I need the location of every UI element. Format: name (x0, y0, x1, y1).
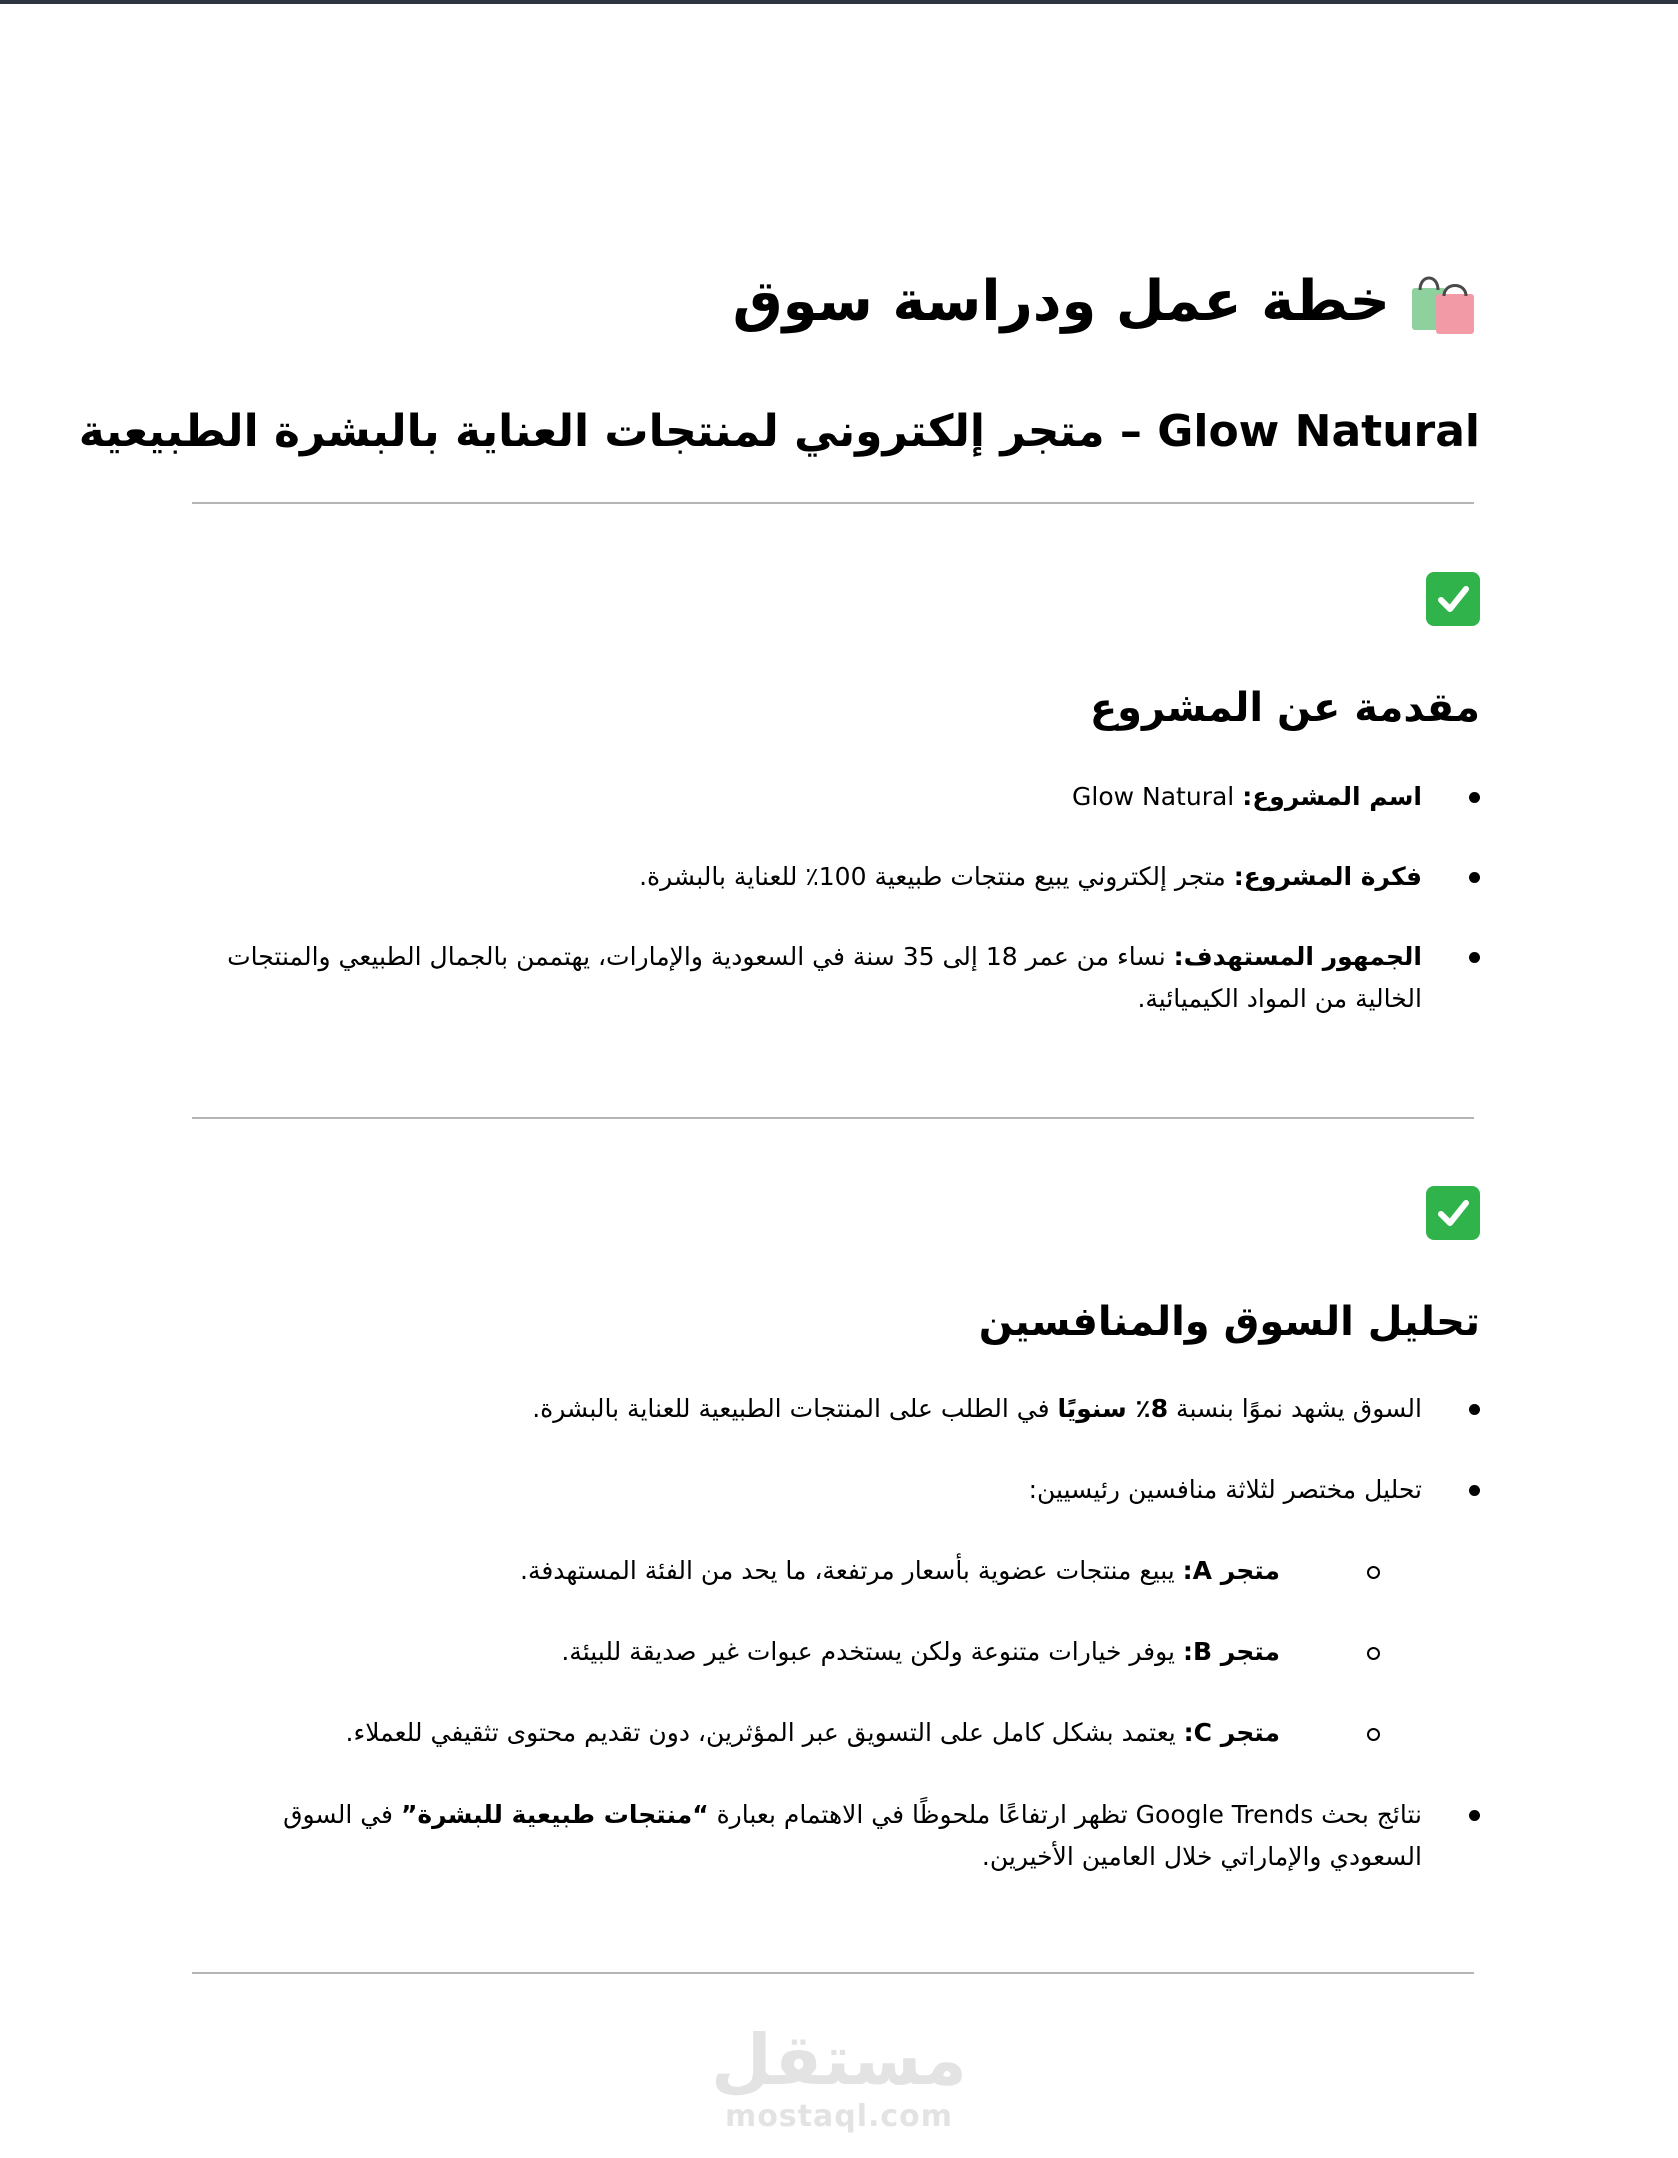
list-item (192, 1794, 1480, 1878)
bullet (1469, 1485, 1480, 1496)
item-text: في الطلب على المنتجات الطبيعية للعناية بالبشرة. (532, 1394, 1058, 1423)
list-item (192, 1388, 1480, 1430)
item-text: يوفر خيارات متنوعة ولكن يستخدم عبوات غير صديقة للبيئة. (561, 1637, 1183, 1666)
item-label: فكرة المشروع: (1233, 862, 1422, 891)
bullet (1469, 792, 1480, 803)
list-item (192, 936, 1480, 1020)
bullet (1469, 1810, 1480, 1821)
item-text: يعتمد بشكل كامل على التسويق عبر المؤثرين، دون تقديم محتوى تثقيفي للعملاء. (345, 1718, 1184, 1747)
page-title-text: خطة عمل ودراسة سوق (732, 269, 1390, 334)
check-mark-icon (1426, 1186, 1480, 1240)
bullet (1469, 872, 1480, 883)
item-text: متجر إلكتروني يبيع منتجات طبيعية 100٪ للعناية بالبشرة. (639, 862, 1234, 891)
item-text: السوق يشهد نموًا بنسبة (1168, 1394, 1422, 1423)
divider (192, 1972, 1474, 1974)
item-emphasis: “منتجات طبيعية للبشرة” (400, 1800, 709, 1829)
item-label: متجر A: (1182, 1556, 1280, 1585)
page-title (733, 262, 1480, 342)
item-text: في السوق السعودي والإماراتي خلال العامين الأخيرين. (283, 1800, 1422, 1871)
list-item (192, 856, 1480, 898)
section-heading-market: تحليل السوق والمنافسين (978, 1299, 1480, 1345)
sub-list-item (192, 1550, 1480, 1592)
hollow-bullet (1367, 1566, 1380, 1579)
sub-list-item (192, 1712, 1480, 1754)
divider (192, 502, 1474, 504)
item-text: Glow Natural (1072, 782, 1243, 811)
item-text: يبيع منتجات عضوية بأسعار مرتفعة، ما يحد من الفئة المستهدفة. (520, 1556, 1183, 1585)
sub-list-item (192, 1631, 1480, 1673)
list-item (192, 1469, 1480, 1511)
watermark-logo: مستقل (710, 2019, 967, 2101)
bullet (1469, 1404, 1480, 1415)
item-label: متجر C: (1183, 1718, 1280, 1747)
hollow-bullet (1367, 1728, 1380, 1741)
page-subtitle: Glow Natural – متجر إلكتروني لمنتجات العناية بالبشرة الطبيعية (78, 406, 1480, 457)
item-label: اسم المشروع: (1242, 782, 1422, 811)
bullet (1469, 952, 1480, 963)
item-emphasis: 8٪ سنويًا (1057, 1394, 1169, 1423)
item-text: نساء من عمر 18 إلى 35 سنة في السعودية والإمارات، يهتممن بالجمال الطبيعي والمنتجات الخالية من المواد الكيميائية. (227, 942, 1422, 1013)
shopping-bags-icon (1408, 266, 1480, 338)
item-text: نتائج بحث Google Trends تظهر ارتفاعًا ملحوظًا في الاهتمام بعبارة (708, 1800, 1422, 1829)
list-item (192, 776, 1480, 818)
watermark-url: mostaql.com (724, 2099, 954, 2134)
item-label: الجمهور المستهدف: (1173, 942, 1422, 971)
watermark (0, 2020, 1678, 2134)
item-label: متجر B: (1182, 1637, 1280, 1666)
check-mark-icon (1426, 572, 1480, 626)
divider (192, 1117, 1474, 1119)
hollow-bullet (1367, 1647, 1380, 1660)
item-text: تحليل مختصر لثلاثة منافسين رئيسيين: (1028, 1475, 1422, 1504)
window-top-border (0, 0, 1678, 4)
section-heading-intro: مقدمة عن المشروع (1089, 685, 1480, 731)
